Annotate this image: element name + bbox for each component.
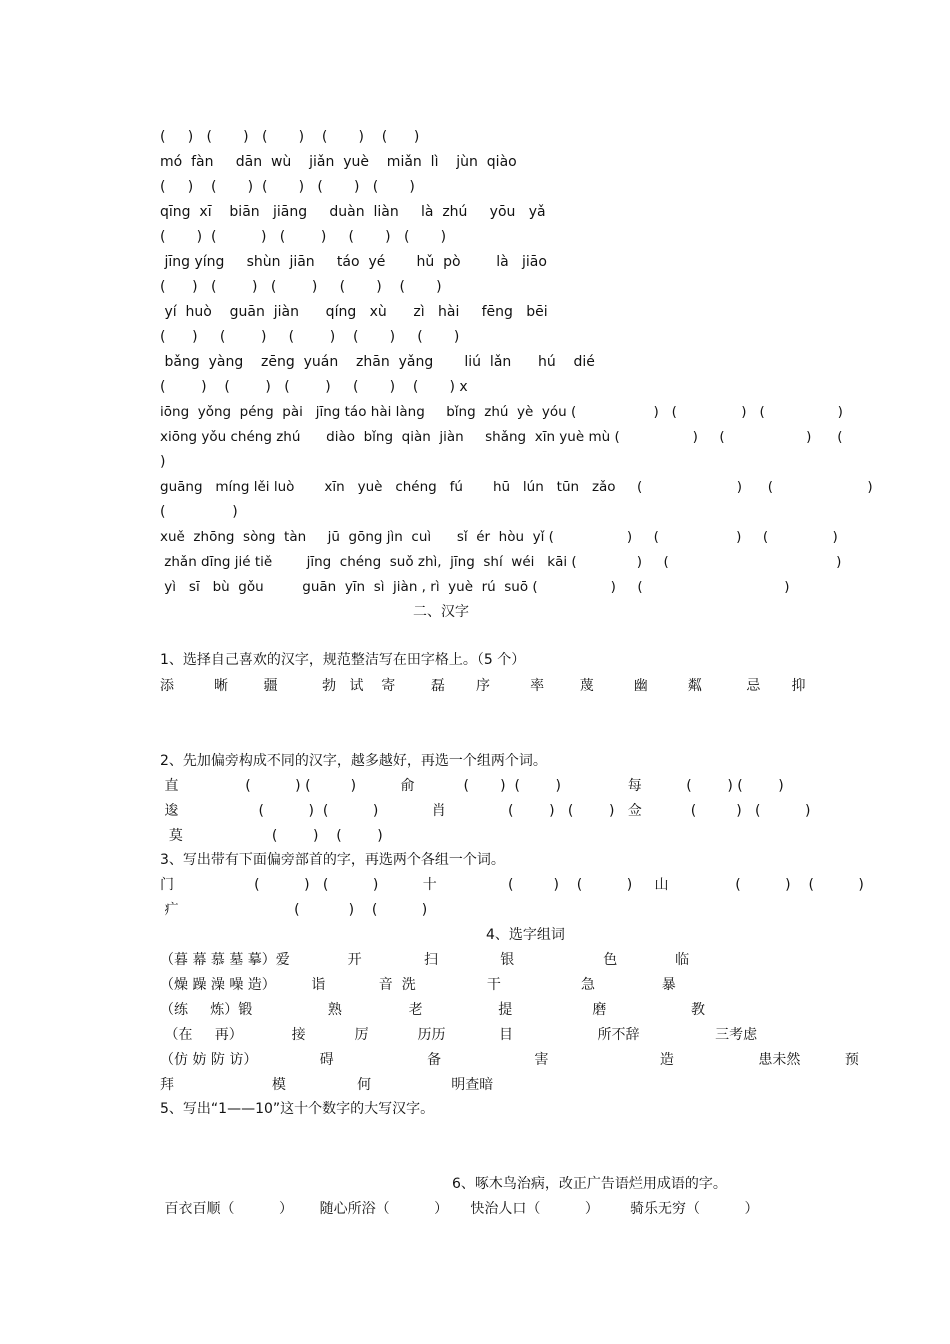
question-4-row-1: （暮 幕 慕 墓 摹）爱 开 扫 银 色 临 bbox=[160, 952, 690, 968]
pinyin-answer-blanks-row-1: ( ) ( ) ( ) ( ) ( ) bbox=[160, 129, 420, 145]
question-2-row-3: 莫 ( ) ( ) bbox=[160, 828, 383, 844]
question-4-row-4: （在 再） 接 厉 历历 目 所不辞 三考虑 bbox=[160, 1027, 758, 1043]
question-2-instruction: 2、先加偏旁构成不同的汉字，越多越好，再选一个组两个词。 bbox=[160, 753, 547, 769]
pinyin-row-2: qīng xī biān jiāng duàn liàn là zhú yōu yǎ bbox=[160, 204, 546, 220]
question-4-row-3: （练 炼）锻 熟 老 提 磨 教 bbox=[160, 1002, 705, 1018]
pinyin-row-3: jīng yíng shùn jiān táo yé hǔ pò là jiāo bbox=[160, 254, 547, 270]
pinyin-idiom-row-3: guāng míng lěi luò xīn yuè chéng fú hū lún tūn zǎo ( ) ( ) bbox=[160, 479, 873, 495]
pinyin-answer-blanks-row-5: ( ) ( ) ( ) ( ) ( ) bbox=[160, 329, 460, 345]
question-4-row-5-wrap: 拜 模 何 明查暗 bbox=[160, 1077, 494, 1093]
question-4-row-5: （仿 妨 防 访） 碍 备 害 造 患未然 预 bbox=[160, 1052, 859, 1068]
pinyin-idiom-row-4: xuě zhōng sòng tàn jū gōng jìn cuì sǐ ér hòu yǐ ( ) ( ) ( ) bbox=[160, 529, 838, 545]
question-4-row-2: （燥 躁 澡 噪 造） 诣 音 洗 干 急 暴 bbox=[160, 977, 676, 993]
pinyin-idiom-row-3-wrap: ( ) bbox=[160, 504, 238, 520]
question-6-row: 百衣百顺（ ） 随心所浴（ ） 快治人口（ ） 骑乐无穷（ ） bbox=[160, 1201, 759, 1217]
pinyin-idiom-row-5: zhǎn dīng jié tiě jīng chéng suǒ zhì, jīng shí wéi kāi ( ) ( ) bbox=[160, 554, 842, 570]
question-3-row-1: 门 ( ) ( ) 十 ( ) ( ) 山 ( ) ( ) bbox=[160, 877, 864, 893]
question-6-heading: 6、啄木鸟治病，改正广告语烂用成语的字。 bbox=[452, 1176, 727, 1192]
question-1-characters: 添 晰 疆 勃 试 寄 磊 序 率 蔑 幽 粼 忌 抑 bbox=[160, 678, 806, 694]
pinyin-idiom-row-2: xiōng yǒu chéng zhú diào bǐng qiàn jiàn shǎng xīn yuè mù ( ) ( ) ( bbox=[160, 429, 843, 445]
section-heading-hanzi: 二、汉字 bbox=[413, 604, 469, 620]
pinyin-idiom-row-6: yì sī bù gǒu guān yīn sì jiàn , rì yuè rú suō ( ) ( ) bbox=[160, 579, 790, 595]
pinyin-idiom-row-1: iōng yǒng péng pài jīng táo hài làng bǐng zhú yè yóu ( ) ( ) ( ) bbox=[160, 404, 843, 420]
question-3-row-2: 疒 ( ) ( ) bbox=[160, 902, 428, 918]
question-1-instruction: 1、选择自己喜欢的汉字，规范整洁写在田字格上。（5 个） bbox=[160, 652, 526, 668]
pinyin-answer-blanks-row-3: ( ) ( ) ( ) ( ) ( ) bbox=[160, 229, 447, 245]
pinyin-answer-blanks-row-2: ( ) ( ) ( ) ( ) ( ) bbox=[160, 179, 415, 195]
question-5-instruction: 5、写出“1——10”这十个数字的大写汉字。 bbox=[160, 1101, 435, 1117]
pinyin-row-1: mó fàn dān wù jiǎn yuè miǎn lì jùn qiào bbox=[160, 154, 517, 170]
pinyin-idiom-row-2-wrap: ) bbox=[160, 454, 166, 470]
pinyin-row-5: bǎng yàng zēng yuán zhān yǎng liú lǎn hú dié bbox=[160, 354, 595, 370]
pinyin-answer-blanks-row-4: ( ) ( ) ( ) ( ) ( ) bbox=[160, 279, 442, 295]
question-4-heading: 4、选字组词 bbox=[486, 927, 565, 943]
pinyin-row-4: yí huò guān jiàn qíng xù zì hài fēng bēi bbox=[160, 304, 548, 320]
question-3-instruction: 3、写出带有下面偏旁部首的字，再选两个各组一个词。 bbox=[160, 852, 505, 868]
question-2-row-1: 直 ( ) ( ) 俞 ( ) ( ) 每 ( ) ( ) bbox=[160, 778, 784, 794]
pinyin-answer-blanks-row-6: ( ) ( ) ( ) ( ) ( ) x bbox=[160, 379, 468, 395]
question-2-row-2: 逡 ( ) ( ) 肖 ( ) ( ) 佥 ( ) ( ) bbox=[160, 803, 811, 819]
